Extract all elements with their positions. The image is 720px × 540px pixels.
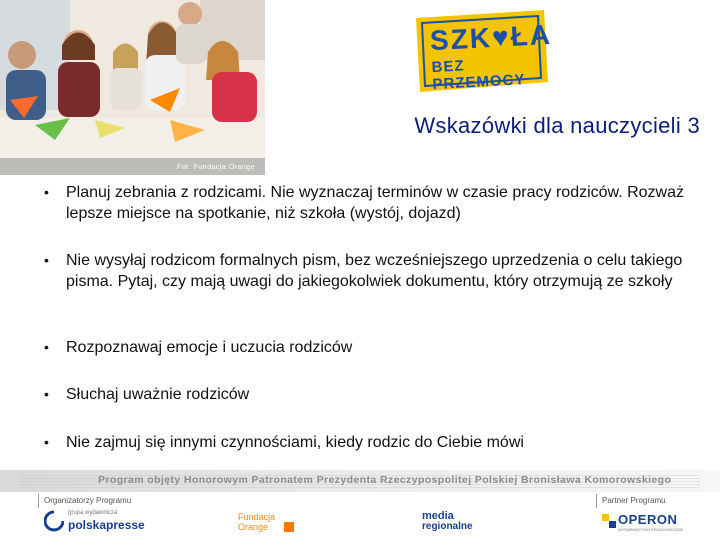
media-line1: media <box>422 510 454 522</box>
bullet-item <box>44 250 706 292</box>
szkola-bez-przemocy-logo <box>410 8 553 94</box>
bullet-marker: • <box>44 184 49 200</box>
footer-divider <box>596 494 597 508</box>
bullet-text: Nie wysyłaj rodzicom formalnych pism, bez wcześniejszego uprzedzenia o celu takiego pisma. Pytaj, czy mają uwagi do jakiegokolwiek dokumentu, który otrzymują ze szkoły <box>66 252 683 290</box>
polskapresse-name: polskapresse <box>68 518 145 532</box>
bullet-item <box>44 337 706 358</box>
bullet-text: Nie zajmuj się innymi czynnościami, kiedy rodzic do Ciebie mówi <box>66 434 524 451</box>
bullet-text: Planuj zebrania z rodzicami. Nie wyznaczaj terminów w czasie pracy rodziców. Rozważ lepsze miejsce na spotkanie, niż szkoła (wystój, dojazd) <box>66 184 685 222</box>
logo-line2: BEZ PRZEMOCY <box>431 57 526 94</box>
photo-credit: Fot. Fundacja Orange <box>177 164 256 171</box>
bullet-text: Słuchaj uważnie rodziców <box>66 386 250 403</box>
media-line2: regionalne <box>422 521 473 532</box>
classroom-illustration <box>0 0 265 175</box>
partner-label: Partner Programu <box>602 496 666 505</box>
operon-tagline: WYDAWNICTWO PEDAGOGICZNE <box>618 527 684 532</box>
polskapresse-tagline: grupa wydawnicza <box>68 510 118 516</box>
bullet-item <box>44 384 706 405</box>
header-photo <box>0 0 265 175</box>
bullet-marker: • <box>44 339 49 355</box>
bullet-item <box>44 432 706 453</box>
logo-line1: SZK♥ŁA <box>429 18 553 57</box>
orange-line2: Orange <box>238 522 269 532</box>
organizers-label: Organizatorzy Programu <box>44 496 132 505</box>
polskapresse-icon <box>44 510 64 532</box>
bullet-text: Rozpoznawaj emocje i uczucia rodziców <box>66 339 353 356</box>
slide-title: Wskazówki dla nauczycieli 3 <box>414 113 700 138</box>
operon-name: OPERON <box>618 512 678 527</box>
honorary-patronage-text: Program objęty Honorowym Patronatem Prezydenta Rzeczypospolitej Polskiej Bronisława Komorowskiego <box>98 474 672 486</box>
bullet-marker: • <box>44 252 49 268</box>
bullet-marker: • <box>44 434 49 450</box>
orange-line1: Fundacja <box>238 512 276 522</box>
operon-icon <box>602 514 616 528</box>
footer-divider <box>38 494 39 508</box>
bullet-marker: • <box>44 386 49 402</box>
bullet-item <box>44 182 706 224</box>
orange-square <box>284 522 294 532</box>
